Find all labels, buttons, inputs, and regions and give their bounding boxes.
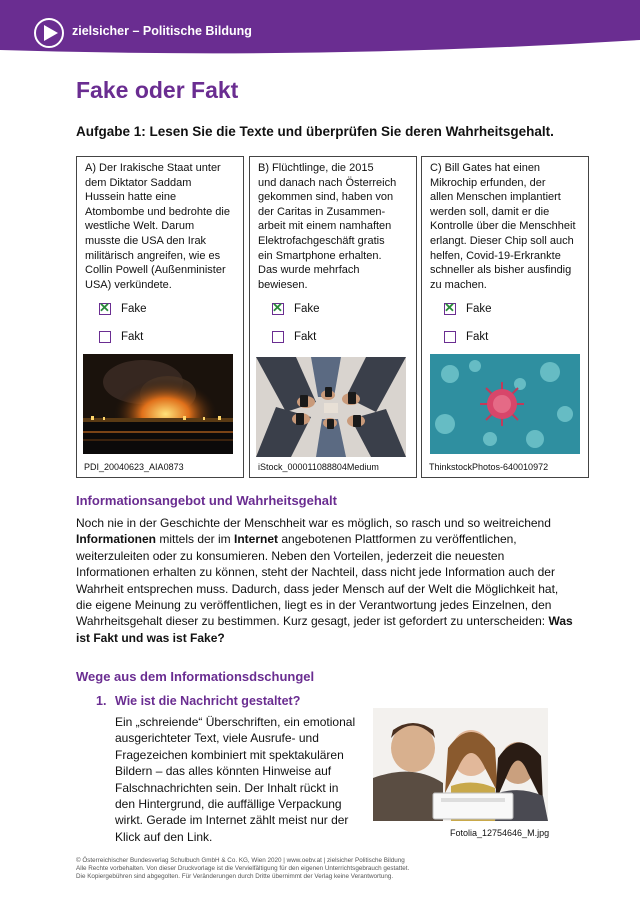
card-c-fake-option[interactable]: ✕ Fake bbox=[444, 300, 492, 315]
teens-photo-credit: Fotolia_12754646_M.jpg bbox=[450, 828, 550, 838]
x-mark-icon: ✕ bbox=[99, 300, 110, 315]
brand-name: zielsicher – Politische Bildung bbox=[72, 24, 252, 38]
task-instruction: Aufgabe 1: Lesen Sie die Texte und überprüfen Sie deren Wahrheitsgehalt. bbox=[76, 124, 554, 139]
card-c-fakt-option[interactable]: Fakt bbox=[444, 331, 488, 343]
x-mark-icon: ✕ bbox=[272, 300, 283, 315]
card-a-fakt-option[interactable]: Fakt bbox=[99, 331, 143, 343]
subsection-paragraph: Ein „schreiende“ Überschriften, ein emotional ausgerichteter Text, viele Ausrufe- und Fragezeichen kombiniert mit spektakulären Bildern – das alles könnten Hinweise auf Falschnachrichten sein. Der Inhalt rückt in den Hintergrund, die auffällige Verpackung wirkt. Gerade im Internet zählt meist nur der Klick auf den Link. bbox=[115, 715, 356, 844]
copyright-footer: © Österreichischer Bundesverlag Schulbuch GmbH & Co. KG, Wien 2020 | www.oebv.at | zielsicher Politische Bildung Alle Rechte vorbehalten. Von dieser Druckvorlage ist die Vervielfältigung für den eigenen Unterrichtsgebrauch gestattet. Die Kopiergebühren sind abgegolten. Für Veränderungen durch Dritte übernimmt der Verlag keine Verantwortung. bbox=[76, 857, 410, 880]
teens-laptop-photo bbox=[373, 708, 548, 821]
card-a bbox=[76, 156, 244, 478]
checkbox-empty[interactable] bbox=[99, 331, 111, 343]
subheading-message-design: Wie ist die Nachricht gestaltet? bbox=[115, 694, 301, 708]
card-c-photo-credit: ThinkstockPhotos-640010972 bbox=[429, 462, 549, 472]
card-c-text: C) Bill Gates hat einen Mikrochip erfunden, der allen Menschen implantiert werden soll, damit er die Kontrolle über die Menschheit erlangt. Dieser Chip soll auch helfen, Covid-19-Erkrankte schneller als bisher ausfindig zu machen. bbox=[430, 162, 576, 291]
card-c-photo-virus bbox=[430, 354, 580, 454]
card-a-text: A) Der Irakische Staat unter dem Diktator Saddam Hussein hatte eine Atombombe und bedrohte die westliche Welt. Darum musste die USA den Irak militärisch angreifen, wie es Collin Powell (Außenminister USA) verkündete. bbox=[85, 162, 230, 291]
list-number: 1. bbox=[96, 694, 107, 708]
card-b bbox=[249, 156, 417, 478]
card-b-photo-smartphones bbox=[256, 357, 406, 457]
card-a-fake-option[interactable]: ✕ Fake bbox=[99, 300, 147, 315]
card-b-fake-option[interactable]: ✕ Fake bbox=[272, 300, 320, 315]
section-heading-information: Informationsangebot und Wahrheitsgehalt bbox=[76, 493, 337, 508]
checkbox-checked[interactable] bbox=[99, 300, 111, 315]
page-title: Fake oder Fakt bbox=[76, 77, 239, 103]
checkbox-checked[interactable] bbox=[444, 300, 456, 315]
card-c bbox=[421, 156, 589, 478]
checkbox-checked[interactable] bbox=[272, 300, 284, 315]
card-a-photo-credit: PDI_20040623_AIA0873 bbox=[84, 462, 184, 472]
card-b-fakt-option[interactable]: Fakt bbox=[272, 331, 316, 343]
card-a-photo-baghdad-night bbox=[83, 354, 233, 454]
card-b-text: B) Flüchtlinge, die 2015 und danach nach Österreich gekommen sind, haben von der Caritas in Zusammen- arbeit mit einem namhaften Elektrofachgeschäft gratis ein Smartphone erhalten. Das wurde mehrfach bewiesen. bbox=[258, 162, 397, 291]
checkbox-empty[interactable] bbox=[444, 331, 456, 343]
section-paragraph: Noch nie in der Geschichte der Menschheit war es möglich, so rasch und so weitreichend Informationen mittels der im Internet angebotenen Plattformen zu veröffentlichen, weiterzuleiten oder zu konsumieren. Neben den Vorteilen, jederzeit die neuesten Informationen erhalten zu können, steht der Nachteil, dass nicht jede Information auch der Wahrheit entsprechen muss. Dadurch, dass jeder Mensch auf der Welt die Möglichkeit hat, die eigene Meinung zu veröffentlichen, liegt es in der Verantwortung jedes Einzelnen, den Wahrheitsgehalt dieser zu bestimmen. Kurz gesagt, jeder ist gefordert zu unterscheiden: Was ist Fakt und was ist Fake? bbox=[76, 516, 573, 645]
section-heading-ways: Wege aus dem Informationsdschungel bbox=[76, 669, 315, 684]
checkbox-empty[interactable] bbox=[272, 331, 284, 343]
card-b-photo-credit: iStock_000011088804Medium bbox=[258, 462, 379, 472]
x-mark-icon: ✕ bbox=[444, 300, 455, 315]
